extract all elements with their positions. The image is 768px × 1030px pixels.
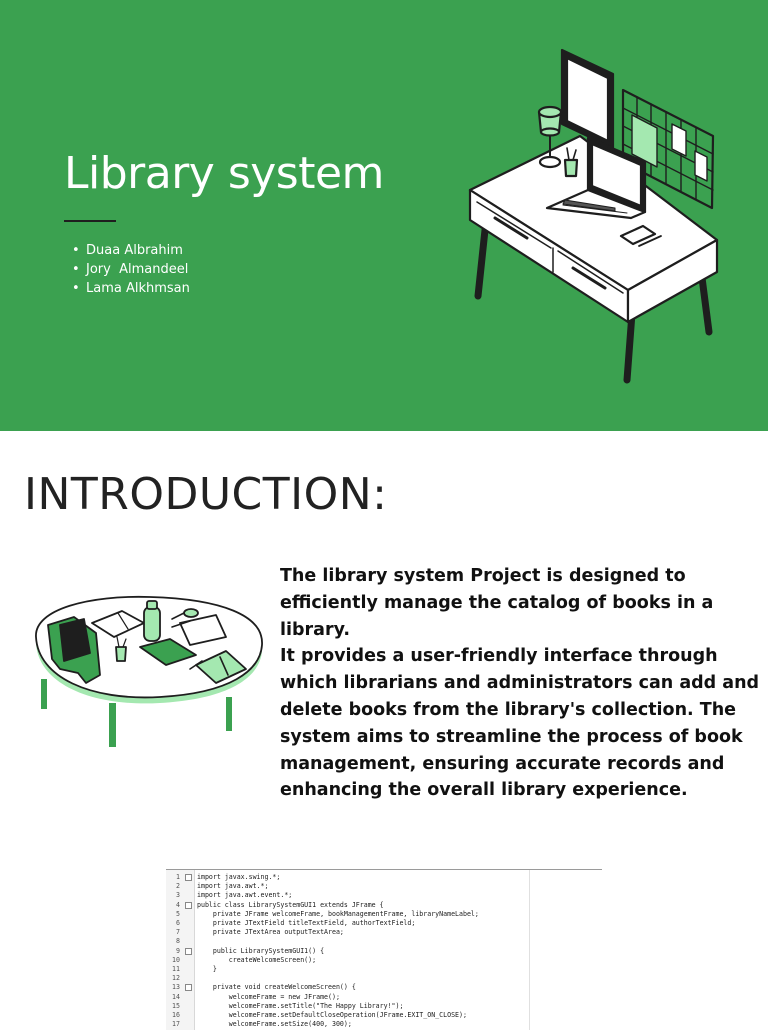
title-divider (64, 220, 116, 222)
line-number: 1 (176, 873, 180, 881)
code-margin-line (529, 870, 530, 1030)
reading-table-illustration (30, 599, 266, 759)
line-number: 8 (176, 937, 180, 946)
fold-toggle-icon (185, 902, 192, 909)
line-number: 13 (172, 983, 180, 992)
code-snippet (166, 869, 602, 1030)
introduction-body (280, 563, 760, 804)
code-text: private void createWelcomeScreen() { (197, 983, 356, 992)
code-text: private JTextArea outputTextArea; (197, 928, 344, 937)
line-number: 17 (172, 1020, 180, 1029)
intro-paragraph: It provides a user-friendly interface through which librarians and administrators can add and delete books from the library's collection. The system aims to streamline the process of book management, ensuring accurate records and enhancing the overall library experience. (280, 646, 760, 801)
code-text: createWelcomeScreen(); (197, 955, 317, 964)
code-text: welcomeFrame = new JFrame(); (197, 992, 340, 1001)
line-number: 5 (176, 909, 180, 918)
author-item: • Jory Almandeel (72, 260, 190, 279)
code-text: public LibrarySystemGUI1() { (197, 946, 325, 955)
line-number: 3 (176, 891, 180, 900)
code-text: private JTextField titleTextField, authorTextField; (197, 919, 416, 927)
line-number: 2 (176, 882, 180, 891)
author-item: • Lama Alkhmsan (72, 279, 190, 298)
code-text: welcomeFrame.setSize(400, 300); (197, 1020, 352, 1029)
code-text: private JFrame welcomeFrame, bookManagementFrame, libraryNameLabel; (197, 909, 479, 918)
line-number: 11 (172, 965, 180, 973)
introduction-heading: INTRODUCTION: (24, 469, 388, 520)
desk-with-laptop-illustration (455, 40, 735, 400)
author-item: • Duaa Albrahim (72, 241, 190, 260)
intro-paragraph: The library system Project is designed to efficiently manage the catalog of books in a library. (280, 566, 714, 640)
line-number: 10 (172, 955, 180, 964)
title-slide (0, 0, 768, 431)
code-text: public class LibrarySystemGUI1 extends JFrame { (197, 900, 384, 909)
code-text: import java.awt.event.*; (197, 891, 293, 900)
line-number: 6 (176, 919, 180, 927)
code-text: import javax.swing.*; (197, 873, 281, 881)
line-number: 9 (176, 946, 180, 955)
line-number: 15 (172, 1001, 180, 1010)
line-number: 4 (176, 900, 180, 909)
line-number: 14 (172, 992, 180, 1001)
slide-title: Library system (64, 148, 384, 199)
code-text: welcomeFrame.setTitle("The Happy Library!"); (197, 1001, 404, 1010)
author-list (72, 241, 190, 298)
fold-toggle-icon (185, 948, 192, 955)
fold-toggle-icon (185, 984, 192, 991)
code-text: welcomeFrame.setDefaultCloseOperation(JFrame.EXIT_ON_CLOSE); (197, 1011, 467, 1019)
fold-toggle-icon (185, 874, 192, 881)
line-number: 7 (176, 928, 180, 937)
code-text: import java.awt.*; (197, 882, 269, 891)
line-number: 12 (172, 974, 180, 983)
code-text: } (197, 965, 217, 973)
line-number: 16 (172, 1011, 180, 1019)
introduction-slide (0, 431, 768, 1029)
